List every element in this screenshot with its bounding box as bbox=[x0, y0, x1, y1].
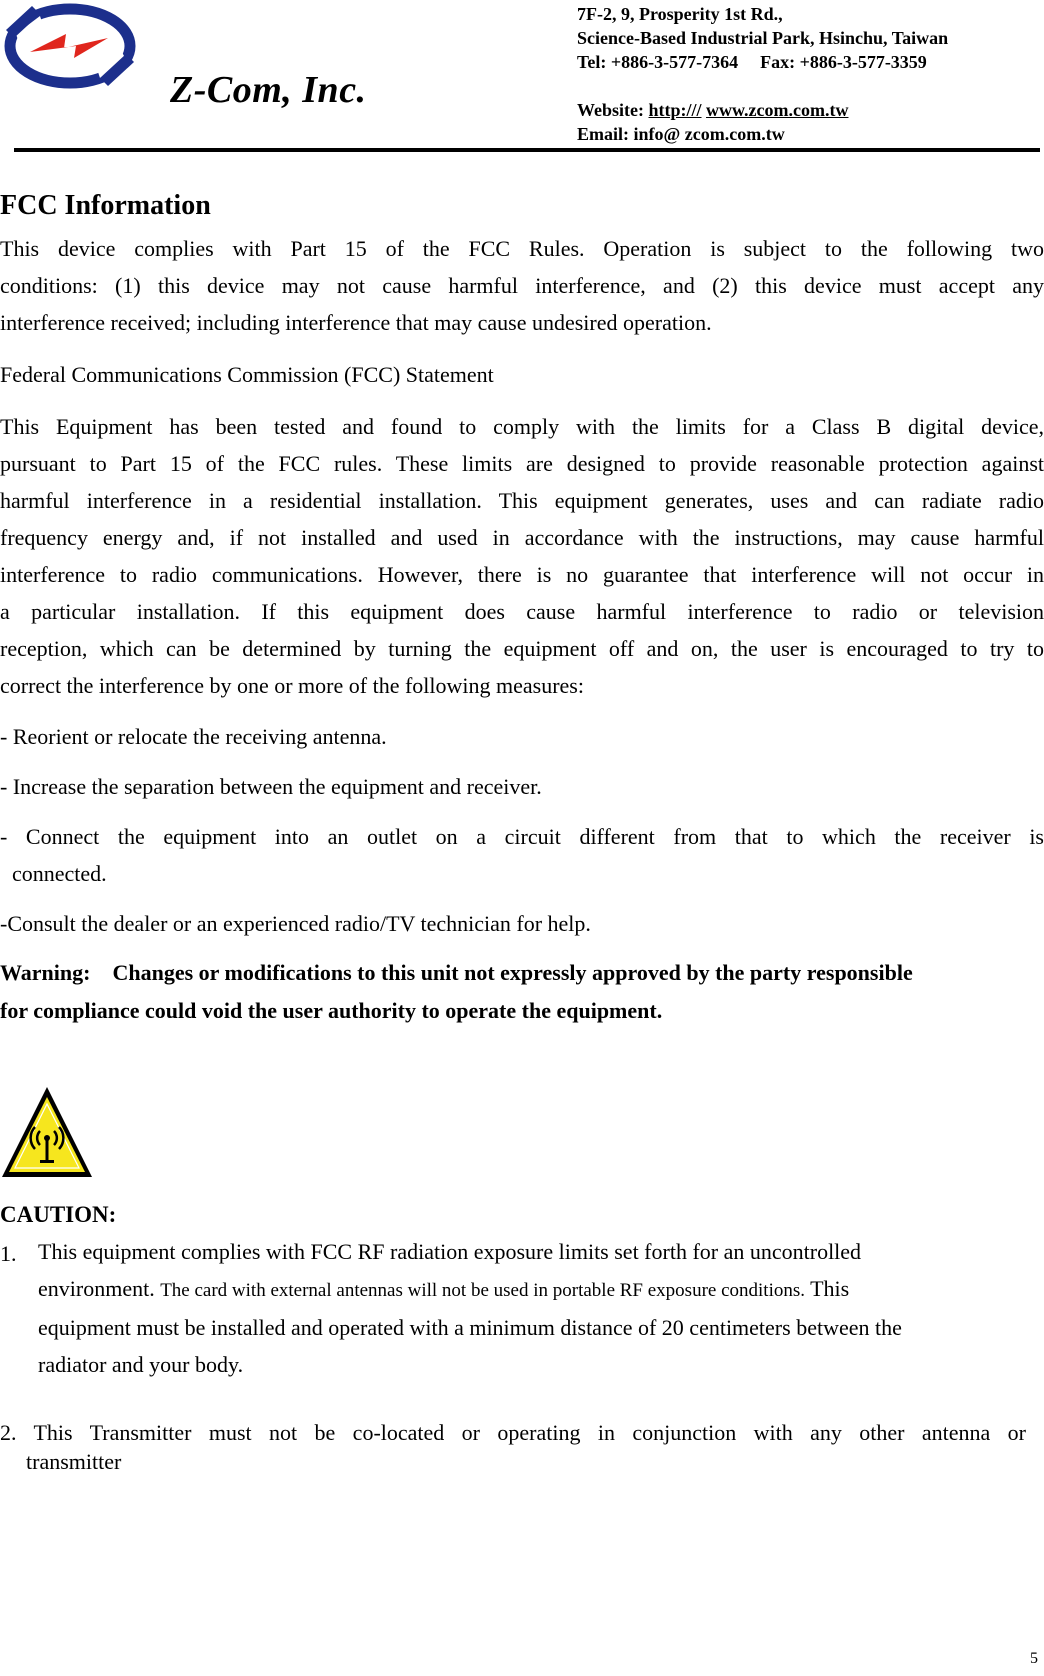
fcc-intro-line-3: interference received; including interference that may cause undesired operation. bbox=[0, 310, 712, 335]
rf-radiation-warning-icon bbox=[0, 1084, 95, 1180]
measure-3-line-2: connected. bbox=[12, 861, 107, 886]
fcc-body-line-3: harmful interference in a residential installation. This equipment generates, uses and can radiate radio bbox=[0, 488, 1044, 513]
fcc-body-line-1: This Equipment has been tested and found to comply with the limits for a Class B digital device, bbox=[0, 414, 1044, 439]
fcc-title: FCC Information bbox=[0, 190, 211, 221]
fax: Fax: +886-3-577-3359 bbox=[760, 52, 927, 72]
caution-item-1-number: 1. bbox=[0, 1241, 17, 1266]
caution-item-1-line-1: This equipment complies with FCC RF radiation exposure limits set forth for an uncontrolled bbox=[38, 1239, 862, 1264]
website-label: Website: bbox=[577, 100, 649, 120]
website-link[interactable]: www.zcom.com.tw bbox=[706, 100, 849, 120]
measure-3-line-1: - Connect the equipment into an outlet on a circuit different from that to which the receiver is bbox=[0, 824, 1044, 849]
fcc-body-line-8: correct the interference by one or more of the following measures: bbox=[0, 673, 584, 698]
fcc-body-line-4: frequency energy and, if not installed and used in accordance with the instructions, may cause harmful bbox=[0, 525, 1044, 550]
caution-item-1-line-2: environment. The card with external antennas will not be used in portable RF exposure conditions. This bbox=[38, 1276, 850, 1301]
fcc-intro-line-2: conditions: (1) this device may not cause harmful interference, and (2) this device must accept any bbox=[0, 273, 1044, 298]
fcc-body-line-6: a particular installation. If this equipment does cause harmful interference to radio or television bbox=[0, 599, 1044, 624]
caution-item-2-line-1: 2. This Transmitter must not be co-located or operating in conjunction with any other antenna or bbox=[0, 1420, 1026, 1445]
fcc-statement-title: Federal Communications Commission (FCC) Statement bbox=[0, 362, 494, 387]
company-logo bbox=[0, 0, 140, 92]
caution-item-2-line-2: transmitter bbox=[26, 1449, 122, 1474]
warning-line-2: for compliance could void the user authority to operate the equipment. bbox=[0, 998, 663, 1023]
caution-item-1 bbox=[38, 1233, 1038, 1383]
header-rule bbox=[14, 148, 1040, 152]
warning-label: Warning: bbox=[0, 960, 91, 985]
warning-line-1 bbox=[0, 954, 913, 992]
measure-1: - Reorient or relocate the receiving antenna. bbox=[0, 724, 387, 749]
caution-label: CAUTION: bbox=[0, 1202, 117, 1227]
fcc-intro-line-1: This device complies with Part 15 of the FCC Rules. Operation is subject to the following two bbox=[0, 236, 1044, 261]
address-line-1: 7F-2, 9, Prosperity 1st Rd., bbox=[577, 4, 783, 24]
company-name: Z-Com, Inc. bbox=[170, 69, 367, 111]
measure-4: -Consult the dealer or an experienced radio/TV technician for help. bbox=[0, 911, 591, 936]
website-line bbox=[577, 98, 948, 122]
caution-item-1-line-4: radiator and your body. bbox=[38, 1352, 244, 1377]
warning-text-1: Changes or modifications to this unit not expressly approved by the party responsible bbox=[112, 960, 913, 985]
website-proto[interactable]: http:/// bbox=[648, 100, 702, 120]
page-number: 5 bbox=[1030, 1650, 1038, 1667]
email-line: Email: info@ zcom.com.tw bbox=[577, 124, 785, 144]
fcc-body-line-7: reception, which can be determined by turning the equipment off and on, the user is encouraged to try to bbox=[0, 636, 1044, 661]
phone: Tel: +886-3-577-7364 bbox=[577, 52, 739, 72]
caution-item-1-line-3: equipment must be installed and operated with a minimum distance of 20 centimeters between the bbox=[38, 1315, 902, 1340]
fcc-body-line-2: pursuant to Part 15 of the FCC rules. These limits are designed to provide reasonable protection against bbox=[0, 451, 1044, 476]
antenna-note: The card with external antennas will not be used in portable RF exposure conditions. bbox=[160, 1280, 805, 1301]
measure-2: - Increase the separation between the equipment and receiver. bbox=[0, 774, 542, 799]
phone-fax-line bbox=[577, 50, 948, 74]
fcc-body-line-5: interference to radio communications. However, there is no guarantee that interference will not occur in bbox=[0, 562, 1044, 587]
contact-block bbox=[577, 2, 948, 146]
address-line-2: Science-Based Industrial Park, Hsinchu, Taiwan bbox=[577, 28, 949, 48]
